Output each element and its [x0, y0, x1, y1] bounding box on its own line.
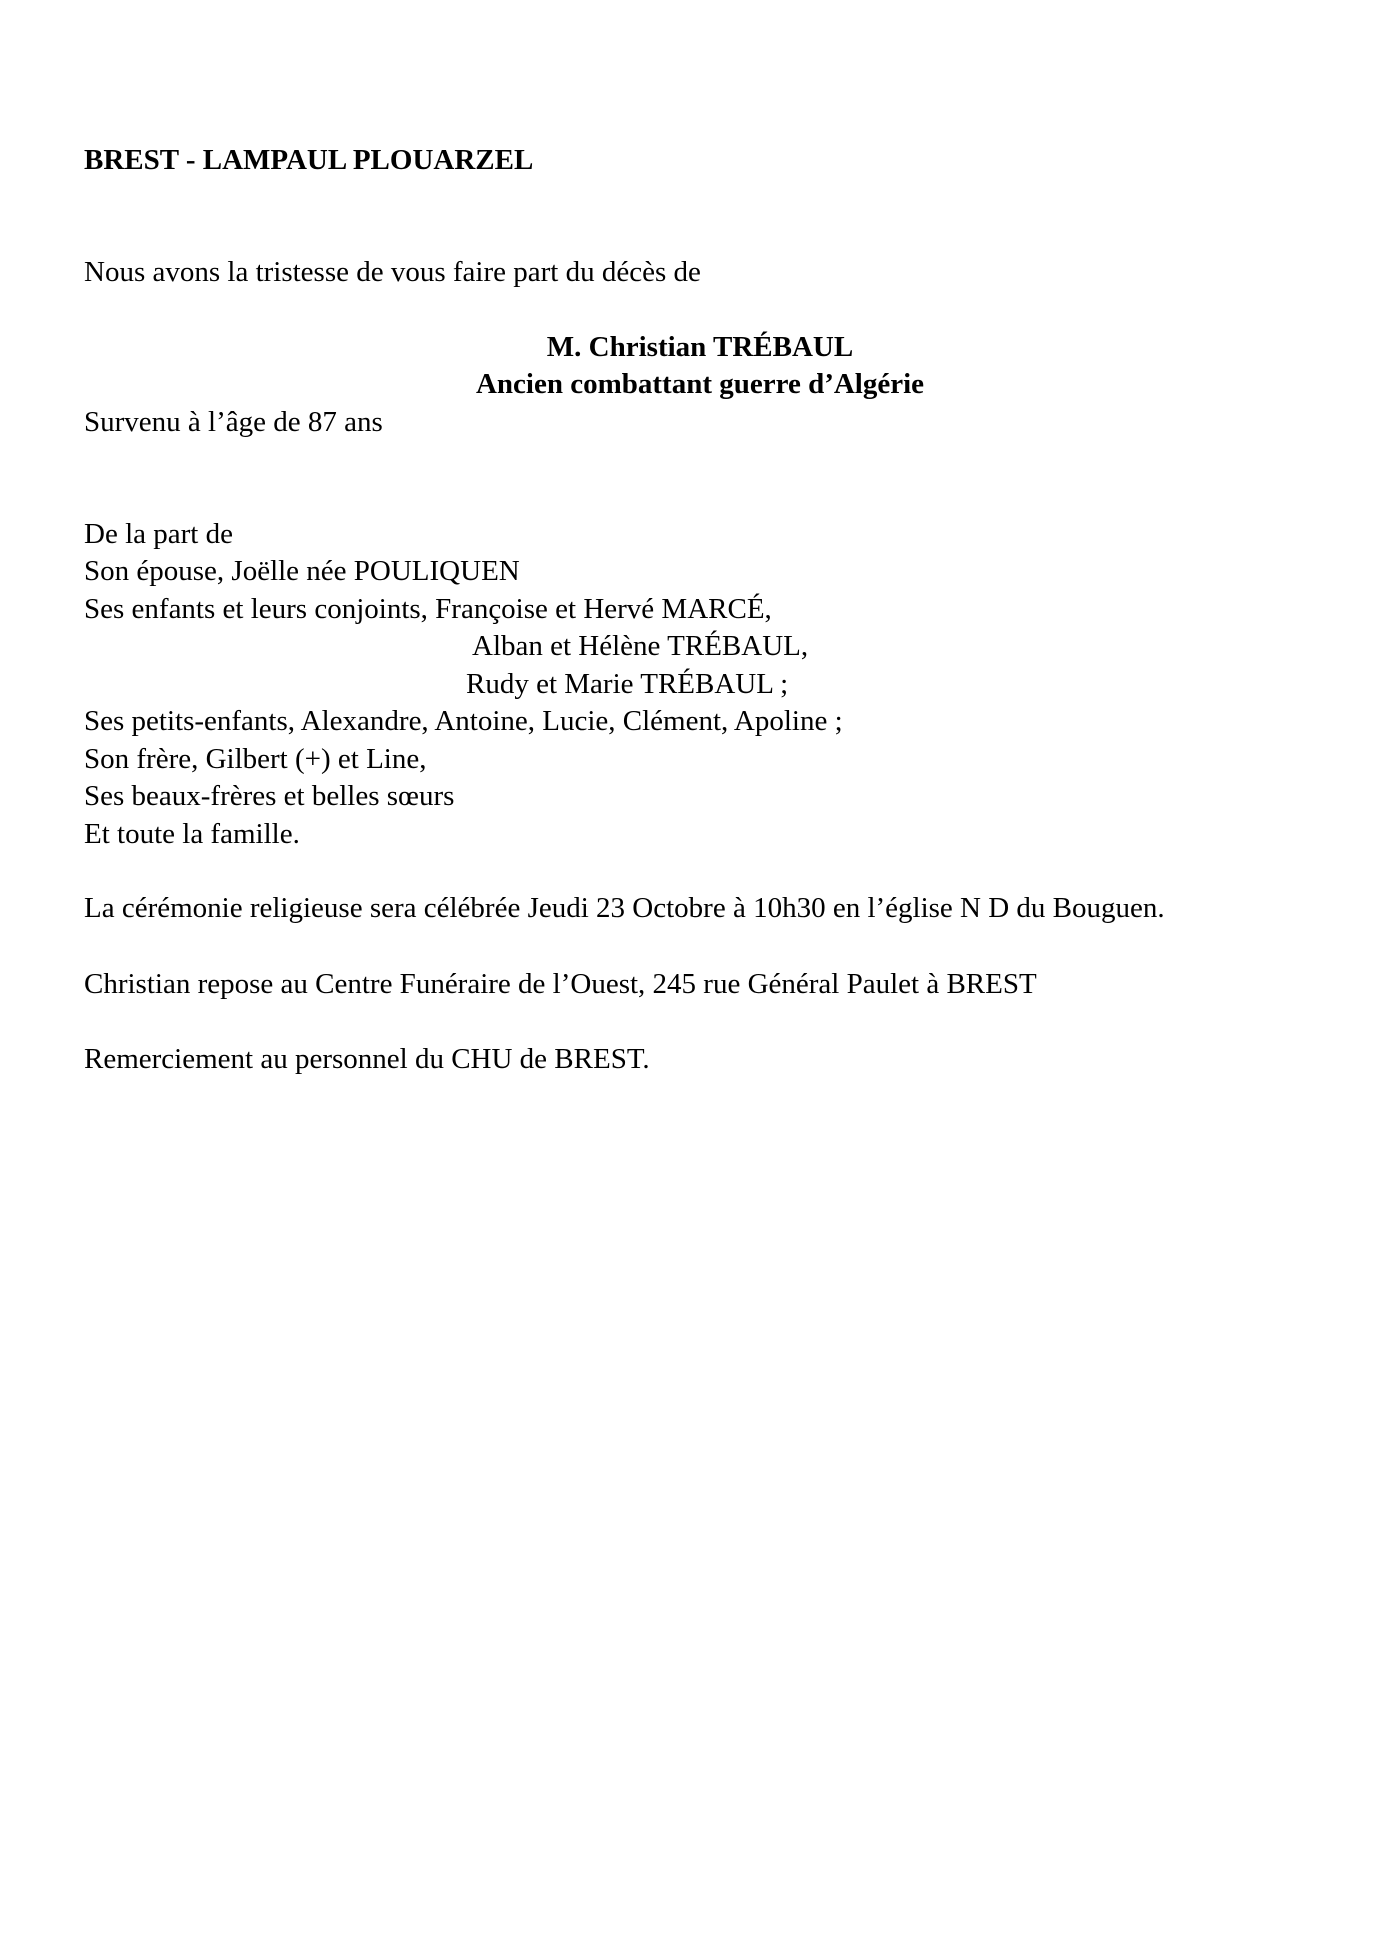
spouse-line: Son épouse, Joëlle née POULIQUEN [84, 555, 520, 587]
age-text: Survenu à l’âge de 87 ans [84, 406, 383, 438]
intro-text: Nous avons la tristesse de vous faire part du décès de [84, 256, 701, 288]
deceased-name: M. Christian TRÉBAUL [546, 331, 854, 363]
children-line-2: Alban et Hélène TRÉBAUL, [472, 630, 809, 662]
location-heading: BREST - LAMPAUL PLOUARZEL [84, 144, 534, 176]
grandchildren-line: Ses petits-enfants, Alexandre, Antoine, Lucie, Clément, Apoline ; [84, 705, 843, 737]
all-family-line: Et toute la famille. [84, 818, 300, 850]
in-laws-line: Ses beaux-frères et belles sœurs [84, 780, 455, 812]
family-heading: De la part de [84, 518, 233, 550]
ceremony-text: La cérémonie religieuse sera célébrée Jeudi 23 Octobre à 10h30 en l’église N D du Bouguen. [84, 892, 1165, 924]
deceased-title: Ancien combattant guerre d’Algérie [475, 368, 925, 400]
brother-line: Son frère, Gilbert (+) et Line, [84, 743, 427, 775]
thanks-text: Remerciement au personnel du CHU de BREST. [84, 1043, 650, 1075]
children-line-1: Ses enfants et leurs conjoints, Françoise et Hervé MARCÉ, [84, 593, 772, 625]
rest-place-text: Christian repose au Centre Funéraire de l’Ouest, 245 rue Général Paulet à BREST [84, 968, 1037, 1000]
children-line-3: Rudy et Marie TRÉBAUL ; [466, 668, 789, 700]
